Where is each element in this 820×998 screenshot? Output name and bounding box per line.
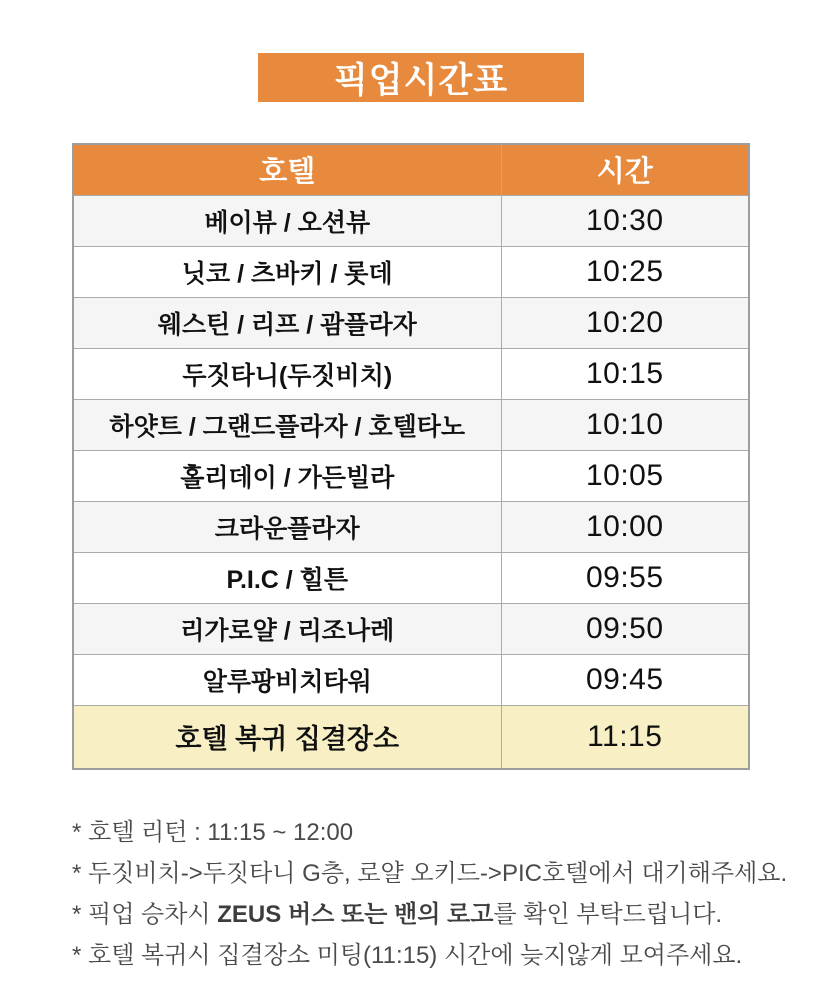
note-bus-logo [72,894,772,935]
table-row [73,603,749,654]
time-cell: 10:05 [501,450,749,501]
hotel-cell: 두짓타니(두짓비치) [73,348,501,399]
table-row [73,297,749,348]
time-cell: 10:00 [501,501,749,552]
hotel-cell: 홀리데이 / 가든빌라 [73,450,501,501]
note-waiting-location: * 두짓비치->두짓타니 G층, 로얄 오키드->PIC호텔에서 대기해주세요. [72,860,788,887]
time-cell: 09:50 [501,603,749,654]
hotel-cell: P.I.C / 힐튼 [73,552,501,603]
hotel-cell: 베이뷰 / 오션뷰 [73,195,501,246]
note-meeting-time: * 호텔 복귀시 집결장소 미팅(11:15) 시간에 늦지않게 모여주세요. [72,942,743,969]
notes [72,812,788,976]
hotel-cell: 알루팡비치타워 [73,654,501,705]
time-cell: 09:55 [501,552,749,603]
table-row [73,501,749,552]
pickup-schedule-table [72,143,750,770]
hotel-cell: 닛코 / 츠바키 / 롯데 [73,246,501,297]
header-time: 시간 [501,144,749,195]
time-cell: 11:15 [501,705,749,769]
time-cell: 10:20 [501,297,749,348]
pickup-title-banner [258,53,584,102]
header-row [73,144,749,195]
note-bus-logo-prefix: * 픽업 승차시 [72,901,218,928]
hotel-cell: 호텔 복귀 집결장소 [73,705,501,769]
note-bus-logo-suffix: 를 확인 부탁드립니다. [493,901,723,928]
hotel-cell: 하얏트 / 그랜드플라자 / 호텔타노 [73,399,501,450]
table-row [73,246,749,297]
note-hotel-return-time: * 호텔 리턴 : 11:15 ~ 12:00 [72,819,354,846]
page-title: 픽업시간표 [333,60,509,100]
hotel-cell: 웨스틴 / 리프 / 괌플라자 [73,297,501,348]
time-cell: 10:15 [501,348,749,399]
time-cell: 10:25 [501,246,749,297]
table-body [73,195,749,769]
header-hotel: 호텔 [73,144,501,195]
table-row [73,450,749,501]
table-row [73,552,749,603]
time-cell: 10:30 [501,195,749,246]
time-cell: 10:10 [501,399,749,450]
note-bus-logo-bold: ZEUS 버스 또는 밴의 로고 [217,901,494,928]
table-row [73,654,749,705]
time-cell: 09:45 [501,654,749,705]
hotel-cell: 크라운플라자 [73,501,501,552]
hotel-return-row [73,705,749,769]
hotel-cell: 리가로얄 / 리조나레 [73,603,501,654]
table-row [73,399,749,450]
table-header [73,144,749,195]
pickup-schedule-table-wrap [72,143,748,770]
table-row [73,348,749,399]
table-row [73,195,749,246]
